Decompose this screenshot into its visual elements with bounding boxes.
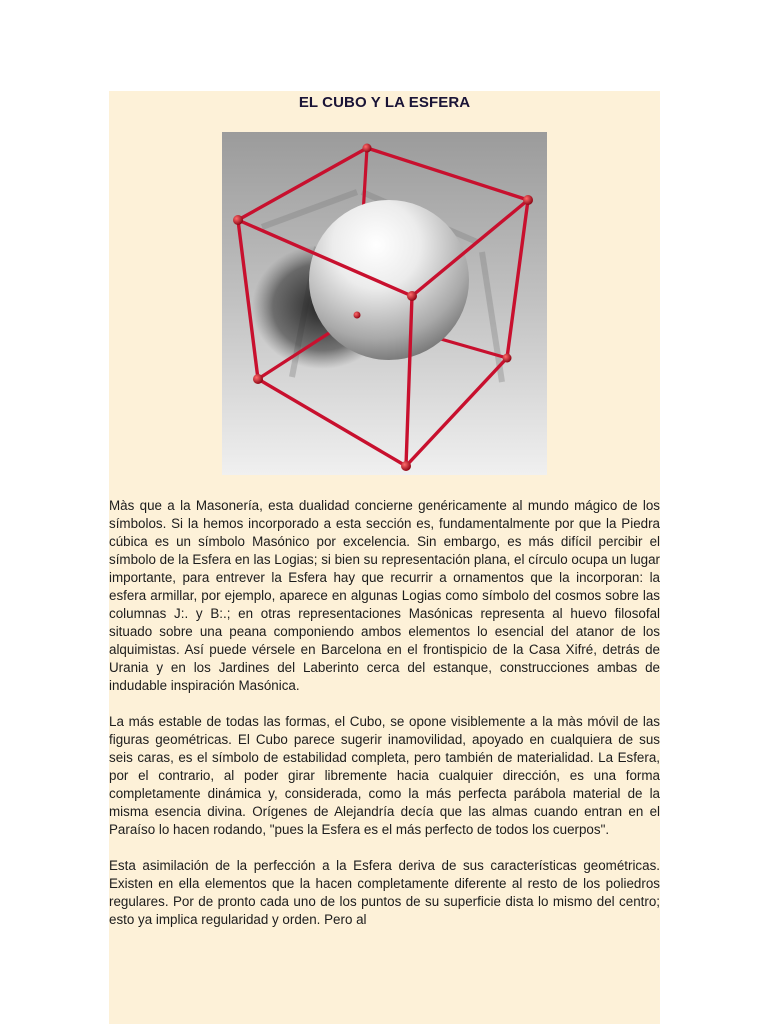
page-title: EL CUBO Y LA ESFERA (298, 94, 471, 111)
document-page (109, 91, 660, 1024)
paragraph: La más estable de todas las formas, el Cubo, se opone visiblemente a la màs móvil de las figuras geométricas. El Cubo parece sugerir inamovilidad, apoyado en cualquiera de sus seis caras, es el símbolo de estabilidad completa, pero también de materialidad. La Esfera, por el contrario, al poder girar libremente hacia cualquier dirección, es una forma completamente dinámica y, considerada, como la más perfecta parábola material de la misma esencia divina. Orígenes de Alejandría decía que las almas cuando entran en el Paraíso lo hacen rodando, "pues la Esfera es el más perfecto de todos los cuerpos". (109, 714, 660, 837)
paragraph: Màs que a la Masonería, esta dualidad concierne genéricamente al mundo mágico de los símbolos. Si la hemos incorporado a esta sección es, fundamentalmente por que la Piedra cúbica es un símbolo Masónico por excelencia. Sin embargo, es más difícil percibir el símbolo de la Esfera en las Logias; si bien su representación plana, el círculo ocupa un lugar importante, para entrever la Esfera hay que recurrir a ornamentos que la incorporan: la esfera armillar, por ejemplo, aparece en algunas Logias como símbolo del cosmos sobre las columnas J:. y B:.; en otras representaciones Masónicas representa al huevo filosofal situado sobre una peana componiendo ambos elementos lo esencial del atanor de los alquimistas. Así puede vérsele en Barcelona en el frontispicio de la Casa Xifré, detrás de Urania y en los Jardines del Laberinto cerca del estanque, construcciones ambas de indudable inspiración Masónica. (109, 498, 660, 693)
article-body (109, 497, 660, 947)
cube-sphere-image (222, 132, 547, 475)
sphere (309, 200, 469, 360)
cube-sphere-illustration (222, 132, 547, 475)
paragraph: Esta asimilación de la perfección a la Esfera deriva de sus características geométricas. Existen en ella elementos que la hacen completamente diferente al resto de los poliedros regulares. Por de pronto cada uno de los puntos de su superficie dista lo mismo del centro; esto ya implica regularidad y orden. Pero al (109, 858, 660, 927)
